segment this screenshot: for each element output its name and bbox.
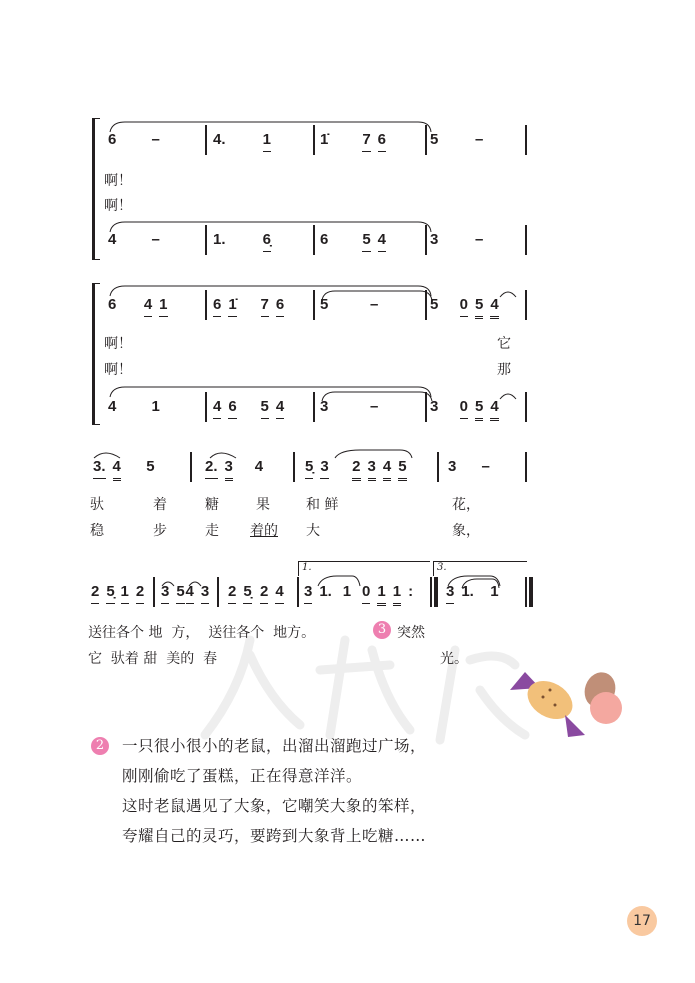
beat xyxy=(228,583,260,605)
beat xyxy=(320,131,362,153)
note: 5 xyxy=(430,131,439,148)
note: 2. xyxy=(205,458,218,479)
note: 4 xyxy=(383,458,391,481)
beat xyxy=(362,583,424,605)
lyric-text: 大 xyxy=(306,523,320,539)
note: 1 xyxy=(393,583,401,606)
barline xyxy=(313,125,315,155)
note: 1 xyxy=(159,296,167,317)
note: 5 xyxy=(398,458,406,481)
note: – xyxy=(151,131,160,148)
measure xyxy=(430,296,520,318)
beat xyxy=(448,458,482,480)
note: 5 xyxy=(176,583,184,604)
barline xyxy=(313,392,315,422)
note: 5̣ xyxy=(106,583,114,604)
note: 6 xyxy=(378,131,386,152)
measure xyxy=(93,458,180,480)
barline xyxy=(437,452,439,482)
note: 1̇ xyxy=(228,296,236,317)
note: 1 xyxy=(121,583,129,604)
beat xyxy=(213,131,263,153)
note: 1 xyxy=(263,131,271,152)
beat xyxy=(430,131,475,153)
note: 0 xyxy=(460,398,468,419)
beat xyxy=(370,296,420,318)
note: 1 xyxy=(490,583,499,600)
measure xyxy=(228,583,292,605)
barline xyxy=(205,392,207,422)
lyric-text: 着的 xyxy=(250,523,278,539)
note: 3 xyxy=(430,398,439,415)
barline xyxy=(205,290,207,320)
measure xyxy=(320,398,420,420)
beat xyxy=(475,231,520,253)
beat xyxy=(146,458,180,480)
barline xyxy=(525,392,527,422)
note: 1. xyxy=(213,231,226,248)
note: 5 xyxy=(430,296,439,313)
barline xyxy=(525,125,527,155)
barline xyxy=(205,125,207,155)
beat xyxy=(261,398,309,420)
barline xyxy=(525,290,527,320)
note: 4 xyxy=(276,398,284,419)
measure xyxy=(205,458,285,480)
note: 5 xyxy=(362,231,370,252)
note: 4. xyxy=(213,131,226,148)
measure xyxy=(320,231,420,253)
note: 4 xyxy=(378,231,386,252)
beat xyxy=(108,296,144,318)
beat xyxy=(152,231,196,253)
candy-illustration xyxy=(510,668,622,737)
beat xyxy=(161,583,186,605)
barline xyxy=(430,577,432,607)
note: 5̣ xyxy=(305,458,313,479)
barline xyxy=(425,392,427,422)
measure xyxy=(305,458,430,480)
measure xyxy=(304,583,424,605)
beat xyxy=(320,231,362,253)
beat xyxy=(108,231,152,253)
story-line: 这时老鼠遇见了大象，它嘲笑大象的笨样， xyxy=(122,797,427,815)
beat xyxy=(93,458,146,480)
beat xyxy=(304,583,343,605)
measure xyxy=(161,583,210,605)
lyric-text: 那 xyxy=(497,362,511,378)
barline xyxy=(525,452,527,482)
measure xyxy=(430,231,520,253)
measure xyxy=(108,131,195,153)
measure xyxy=(430,398,520,420)
note: 4 xyxy=(490,398,498,421)
measure xyxy=(108,231,195,253)
note: 4 xyxy=(108,398,117,415)
beat xyxy=(446,583,490,605)
note: 6 xyxy=(108,131,117,148)
note: 3 xyxy=(161,583,169,604)
note: – xyxy=(370,398,379,415)
lyric-text: 步 xyxy=(153,523,167,539)
note: : xyxy=(408,583,414,600)
lyric-text: 它 xyxy=(497,336,511,352)
barline xyxy=(525,577,527,607)
measure xyxy=(108,398,195,420)
final-barline xyxy=(434,577,438,607)
note: 4 xyxy=(186,583,194,604)
beat xyxy=(343,583,362,605)
note: – xyxy=(481,458,490,475)
note: 1̇ xyxy=(320,131,329,148)
lyric-text: 光。 xyxy=(440,651,468,667)
beat xyxy=(108,398,152,420)
beat xyxy=(482,458,516,480)
measure xyxy=(91,583,150,605)
measure xyxy=(108,296,195,318)
beat xyxy=(213,296,261,318)
lyric-text: 果 xyxy=(256,497,270,513)
barline xyxy=(153,577,155,607)
beat xyxy=(144,296,195,318)
note: 0 xyxy=(460,296,468,317)
lyric-text: 突然 xyxy=(397,625,425,641)
note: 2 xyxy=(352,458,360,481)
note: – xyxy=(370,296,379,313)
barline xyxy=(425,225,427,255)
note: 5 xyxy=(475,296,483,319)
beat xyxy=(305,458,352,480)
note: 4 xyxy=(108,231,117,248)
lyric-text: 啊！ xyxy=(104,336,132,352)
lyric-text: 啊！ xyxy=(104,198,132,214)
note: 5̣ xyxy=(243,583,251,604)
beat xyxy=(260,583,292,605)
note: – xyxy=(475,131,484,148)
lyric-text: 送往各个 地 方， 送往各个 地方。 xyxy=(88,625,316,641)
beat xyxy=(460,398,520,420)
barline xyxy=(313,290,315,320)
beat xyxy=(490,583,515,605)
volta-bracket: 1. xyxy=(298,561,430,576)
measure xyxy=(213,296,308,318)
tie-arc xyxy=(335,450,412,458)
barline xyxy=(425,290,427,320)
beat xyxy=(255,458,285,480)
lyric-text: 它 驮着 甜 美的 春 xyxy=(88,651,218,667)
note: 1. xyxy=(461,583,474,600)
barline xyxy=(205,225,207,255)
measure xyxy=(430,131,520,153)
beat xyxy=(205,458,255,480)
note: 4 xyxy=(490,296,498,319)
lyric-text: 走 xyxy=(205,523,219,539)
page-number: 17 xyxy=(627,906,657,936)
note: 4 xyxy=(213,398,221,419)
note: 7 xyxy=(261,296,269,317)
note: 5 xyxy=(261,398,269,419)
barline xyxy=(313,225,315,255)
beat xyxy=(91,583,121,605)
note: 6 xyxy=(276,296,284,317)
note: 3 xyxy=(320,458,328,479)
measure xyxy=(213,131,308,153)
measure xyxy=(320,296,420,318)
barline xyxy=(190,452,192,482)
note: 4 xyxy=(254,458,264,475)
lyric-text: 稳 xyxy=(90,523,104,539)
measure xyxy=(446,583,515,605)
beat xyxy=(352,458,430,480)
note: 3 xyxy=(368,458,376,481)
beat xyxy=(475,131,520,153)
lyric-text: 驮 xyxy=(90,497,104,513)
note: 3. xyxy=(93,458,106,479)
step-badge: 2 xyxy=(91,737,109,755)
beat xyxy=(370,398,420,420)
note: 3 xyxy=(446,583,454,604)
lyric-text: 啊！ xyxy=(104,173,132,189)
note: – xyxy=(475,231,484,248)
note: 3 xyxy=(430,231,439,248)
story-line: 夸耀自己的灵巧，要跨到大象背上吃糖…… xyxy=(122,827,427,845)
system-bracket xyxy=(92,283,100,425)
note: 1 xyxy=(342,583,352,600)
barline xyxy=(525,225,527,255)
note: – xyxy=(151,231,160,248)
note: 6 xyxy=(228,398,236,419)
volta-bracket: 3. xyxy=(433,561,527,576)
beat xyxy=(261,296,309,318)
beat xyxy=(430,398,460,420)
note: 5 xyxy=(146,458,155,475)
system-bracket xyxy=(92,118,100,260)
barline xyxy=(217,577,219,607)
beat xyxy=(152,131,196,153)
note: 6 xyxy=(213,296,221,317)
story-line: 刚刚偷吃了蛋糕，正在得意洋洋。 xyxy=(122,767,363,785)
note: 6 xyxy=(108,296,117,313)
note: 3 xyxy=(201,583,209,604)
measure xyxy=(213,398,308,420)
beat xyxy=(320,398,370,420)
beat xyxy=(430,231,475,253)
lyric-text: 和 鲜 xyxy=(306,497,339,513)
note: 5 xyxy=(475,398,483,421)
note: 1. xyxy=(319,583,332,600)
note: 2 xyxy=(228,583,236,604)
barline xyxy=(425,125,427,155)
note: 1 xyxy=(151,398,160,415)
beat xyxy=(213,231,263,253)
note: 4 xyxy=(113,458,121,481)
note: 4 xyxy=(275,583,283,604)
note: 3 xyxy=(320,398,329,415)
beat xyxy=(362,131,420,153)
step-badge: 3 xyxy=(373,621,391,639)
beat xyxy=(213,398,261,420)
measure xyxy=(320,131,420,153)
measure xyxy=(213,231,308,253)
note: 2 xyxy=(136,583,144,604)
note: 5 xyxy=(320,296,329,313)
beat xyxy=(121,583,151,605)
note: 6 xyxy=(320,231,329,248)
tie-arc xyxy=(110,286,431,296)
note: 2 xyxy=(260,583,268,604)
lyric-text: 着 xyxy=(153,497,167,513)
beat xyxy=(108,131,152,153)
tie-arc xyxy=(110,387,431,397)
note: 7 xyxy=(362,131,370,152)
note: 4 xyxy=(144,296,152,317)
lyric-text: 象， xyxy=(452,523,480,539)
note: 1 xyxy=(377,583,385,606)
beat xyxy=(152,398,196,420)
beat xyxy=(430,296,460,318)
note: 3 xyxy=(304,583,312,604)
lyric-text: 啊！ xyxy=(104,362,132,378)
note: 3 xyxy=(448,458,457,475)
lyric-text: 糖 xyxy=(205,497,219,513)
note: 2 xyxy=(91,583,99,604)
beat xyxy=(460,296,520,318)
measure xyxy=(448,458,515,480)
beat xyxy=(362,231,420,253)
beat xyxy=(186,583,211,605)
barline xyxy=(297,577,299,607)
story-line: 一只很小很小的老鼠，出溜出溜跑过广场， xyxy=(122,737,427,755)
note: 6̣ xyxy=(263,231,271,252)
final-barline xyxy=(529,577,533,607)
beat xyxy=(263,131,308,153)
beat xyxy=(263,231,308,253)
lyric-text: 花， xyxy=(452,497,480,513)
note: 3 xyxy=(225,458,233,481)
barline xyxy=(293,452,295,482)
note: 0 xyxy=(362,583,370,604)
beat xyxy=(320,296,370,318)
